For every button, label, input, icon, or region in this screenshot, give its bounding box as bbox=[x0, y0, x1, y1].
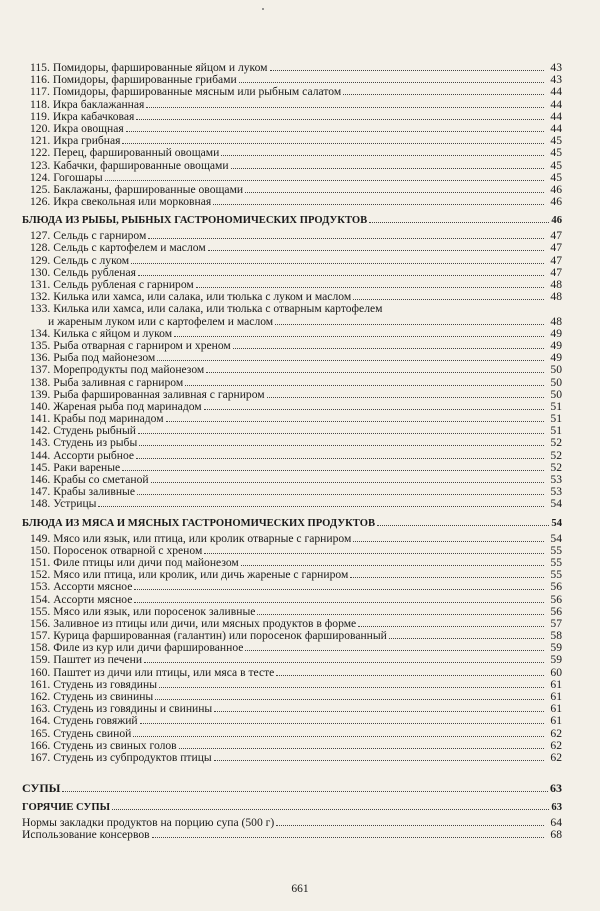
entry-title: Филе из кур или дичи фаршированное bbox=[53, 641, 244, 655]
section-page: 54 bbox=[551, 517, 562, 529]
entry-title: Рыба фаршированная заливная с гарниром bbox=[53, 387, 265, 401]
entry-title: Устрицы bbox=[53, 497, 97, 511]
entry-page: 48 bbox=[550, 278, 562, 291]
entry-title: Килька с яйцом и луком bbox=[53, 326, 173, 340]
dot-leader bbox=[208, 242, 544, 251]
entry-number: 126. bbox=[30, 195, 51, 209]
entry-page: 45 bbox=[550, 146, 562, 160]
entry-number: 127. bbox=[30, 229, 51, 243]
dot-leader bbox=[157, 352, 544, 361]
dot-leader bbox=[155, 691, 544, 700]
entry-title: Студень из свиных голов bbox=[53, 738, 177, 752]
entry-title: Сельдь рубленая bbox=[53, 265, 136, 279]
entry-number: 132. bbox=[30, 290, 51, 304]
entry-number: 130. bbox=[30, 265, 51, 279]
entry-number: 163. bbox=[30, 702, 51, 716]
dot-leader bbox=[241, 557, 544, 566]
entry-page: 53 bbox=[550, 473, 562, 486]
dot-leader bbox=[98, 498, 544, 507]
entry-page: 60 bbox=[550, 665, 562, 679]
entry-title: Перец, фаршированный овощами bbox=[53, 146, 220, 160]
entry-number: 154. bbox=[30, 592, 51, 606]
entry-title: Рыба под майонезом bbox=[53, 351, 156, 365]
entry-title: Икра свекольная или морковная bbox=[53, 195, 212, 209]
entry-title: Паштет из дичи или птицы, или мяса в тесте bbox=[53, 665, 275, 679]
entry-number: 153. bbox=[30, 580, 51, 594]
entry-title: Поросенок отварной с хреном bbox=[53, 543, 203, 557]
entry-page: 49 bbox=[550, 338, 562, 352]
entry-number: 131. bbox=[30, 278, 51, 291]
entry-page: 44 bbox=[550, 85, 562, 99]
entry-number: 118. bbox=[30, 97, 50, 111]
dot-leader bbox=[276, 667, 544, 676]
dot-leader bbox=[112, 801, 549, 810]
dot-leader bbox=[276, 817, 544, 826]
entry-page: 45 bbox=[550, 158, 562, 172]
section-header bbox=[22, 214, 562, 227]
dot-leader bbox=[257, 606, 544, 615]
entry-title: Крабы под маринадом bbox=[53, 412, 164, 426]
entry-page: 53 bbox=[550, 485, 562, 499]
entry-title: и жареным луком или с картофелем и маслом bbox=[48, 314, 274, 328]
entry-title: Нормы закладки продуктов на порцию супа (500 г) bbox=[22, 816, 275, 830]
dot-leader bbox=[136, 111, 544, 120]
entry-page: 57 bbox=[550, 616, 562, 630]
entry-title: Паштет из печени bbox=[53, 653, 143, 667]
entry-title: Крабы заливные bbox=[53, 485, 135, 499]
entry-page: 52 bbox=[550, 460, 562, 474]
entry-title: Студень из рыбы bbox=[53, 436, 138, 450]
entry-number: 116. bbox=[30, 73, 50, 87]
dot-leader bbox=[239, 74, 544, 83]
toc-entry bbox=[22, 450, 562, 462]
entry-number: 148. bbox=[30, 497, 51, 511]
dot-leader bbox=[126, 123, 544, 132]
entry-page: 45 bbox=[550, 170, 562, 184]
entry-page: 54 bbox=[550, 531, 562, 545]
entry-number: 117. bbox=[30, 85, 50, 99]
dot-leader bbox=[358, 618, 544, 627]
dot-leader bbox=[350, 569, 544, 578]
entry-number: 145. bbox=[30, 460, 51, 474]
dot-leader bbox=[174, 328, 544, 337]
entry-number: 125. bbox=[30, 182, 51, 196]
entry-page: 61 bbox=[550, 702, 562, 716]
toc-entry bbox=[22, 715, 562, 727]
toc-entry bbox=[22, 654, 562, 666]
section-title: БЛЮДА ИЗ МЯСА И МЯСНЫХ ГАСТРОНОМИЧЕСКИХ ПРОДУКТОВ bbox=[22, 517, 376, 529]
entry-page: 54 bbox=[550, 497, 562, 511]
dot-leader bbox=[122, 135, 544, 144]
entry-title: Ассорти мясное bbox=[53, 592, 133, 606]
dot-leader bbox=[152, 829, 544, 838]
entry-page: 51 bbox=[550, 399, 562, 413]
entry-number: 119. bbox=[30, 109, 50, 123]
dot-leader bbox=[377, 517, 549, 526]
entry-page: 48 bbox=[550, 290, 562, 304]
entry-number: 151. bbox=[30, 555, 51, 569]
dot-leader bbox=[122, 462, 544, 471]
dot-leader bbox=[144, 654, 544, 663]
entry-title: Сельдь рубленая с гарниром bbox=[53, 278, 194, 291]
entry-page: 62 bbox=[550, 738, 562, 752]
entry-title: Икра овощная bbox=[53, 121, 124, 135]
entry-number: 133. bbox=[30, 302, 51, 316]
subsection-header bbox=[22, 801, 562, 814]
toc-entry bbox=[22, 498, 562, 510]
entry-title: Икра кабачковая bbox=[52, 109, 135, 123]
entry-page: 46 bbox=[550, 182, 562, 196]
dot-leader bbox=[204, 545, 544, 554]
entry-title: Рыба заливная с гарниром bbox=[53, 375, 184, 389]
entry-title: Студень говяжий bbox=[53, 714, 138, 728]
entry-title: Филе птицы или дичи под майонезом bbox=[53, 555, 239, 569]
entry-number: 164. bbox=[30, 714, 51, 728]
entry-title: Ассорти мясное bbox=[53, 580, 133, 594]
entry-page: 50 bbox=[550, 363, 562, 377]
dot-leader bbox=[133, 728, 544, 737]
entry-title: Использование консервов bbox=[22, 828, 150, 842]
entry-title: Жареная рыба под маринадом bbox=[53, 399, 202, 413]
entry-number: 123. bbox=[30, 158, 51, 172]
page-number: 661 bbox=[291, 883, 309, 895]
entry-page: 58 bbox=[550, 629, 562, 643]
dot-leader bbox=[233, 340, 544, 349]
entry-number: 167. bbox=[30, 750, 51, 764]
dot-leader bbox=[159, 679, 544, 688]
entry-title: Помидоры, фаршированные яйцом и луком bbox=[52, 61, 268, 74]
entry-number: 139. bbox=[30, 387, 51, 401]
entry-number: 149. bbox=[30, 531, 51, 545]
entry-page: 59 bbox=[550, 653, 562, 667]
entry-page: 44 bbox=[550, 121, 562, 135]
dot-leader bbox=[134, 581, 544, 590]
entry-title: Ассорти рыбное bbox=[53, 448, 135, 462]
entry-title: Рыба отварная с гарниром и хреном bbox=[53, 338, 231, 352]
entry-title: Баклажаны, фаршированные овощами bbox=[53, 182, 244, 196]
toc-entry bbox=[22, 533, 562, 545]
entry-number: 157. bbox=[30, 629, 51, 643]
entry-page: 55 bbox=[550, 543, 562, 557]
entry-page: 56 bbox=[550, 592, 562, 606]
entry-number: 136. bbox=[30, 351, 51, 365]
entry-page: 45 bbox=[550, 134, 562, 148]
dot-leader bbox=[267, 389, 544, 398]
entry-title: Мясо или язык, или птица, или кролик отварные с гарниром bbox=[53, 531, 352, 545]
toc-entry bbox=[22, 667, 562, 679]
entry-number: 124. bbox=[30, 170, 51, 184]
toc-entry bbox=[22, 99, 562, 111]
entry-title: Помидоры, фаршированные грибами bbox=[52, 73, 237, 87]
entry-title: Студень свиной bbox=[53, 726, 132, 740]
entry-title: Заливное из птицы или дичи, или мясных продуктов в форме bbox=[53, 616, 357, 630]
entry-page: 64 bbox=[550, 816, 562, 830]
entry-title: Студень из говядины и свинины bbox=[53, 702, 213, 716]
entry-page: 62 bbox=[550, 726, 562, 740]
subsection-page: 63 bbox=[551, 802, 562, 814]
dot-leader bbox=[206, 364, 544, 373]
entry-page: 43 bbox=[550, 61, 562, 74]
subsection-title: ГОРЯЧИЕ СУПЫ bbox=[22, 802, 110, 814]
dot-leader bbox=[185, 377, 544, 386]
entry-number: 152. bbox=[30, 568, 51, 582]
entry-title: Килька или хамса, или салака, или тюлька с луком и маслом bbox=[53, 290, 352, 304]
entry-number: 120. bbox=[30, 121, 51, 135]
entry-page: 49 bbox=[550, 351, 562, 365]
toc-entry bbox=[22, 728, 562, 740]
entry-page: 51 bbox=[550, 412, 562, 426]
toc-entry bbox=[22, 581, 562, 593]
entry-title: Килька или хамса, или салака, или тюлька с отварным картофелем bbox=[53, 302, 383, 316]
dot-leader bbox=[166, 413, 544, 422]
dot-leader bbox=[389, 630, 544, 639]
entry-number: 140. bbox=[30, 399, 51, 413]
section-header bbox=[22, 517, 562, 530]
dot-leader bbox=[204, 401, 544, 410]
dot-leader bbox=[214, 703, 544, 712]
entry-title: Крабы со сметаной bbox=[53, 473, 149, 486]
dot-leader bbox=[214, 752, 544, 761]
toc-entry bbox=[22, 829, 562, 841]
scan-speck bbox=[262, 8, 264, 10]
entry-title: Икра грибная bbox=[53, 134, 121, 148]
entry-number: 159. bbox=[30, 653, 51, 667]
entry-number: 156. bbox=[30, 616, 51, 630]
entry-page: 50 bbox=[550, 387, 562, 401]
entry-number: 162. bbox=[30, 690, 51, 703]
entry-page: 47 bbox=[550, 265, 562, 279]
entry-page: 52 bbox=[550, 448, 562, 462]
dot-leader bbox=[139, 437, 544, 446]
entry-page: 62 bbox=[550, 750, 562, 764]
entry-number: 138. bbox=[30, 375, 51, 389]
entry-page: 48 bbox=[550, 314, 562, 328]
dot-leader bbox=[245, 184, 544, 193]
toc-entry bbox=[22, 594, 562, 606]
entry-number: 155. bbox=[30, 604, 51, 618]
entry-title: Студень из субпродуктов птицы bbox=[53, 750, 212, 764]
entry-number: 146. bbox=[30, 473, 51, 486]
entry-page: 50 bbox=[550, 375, 562, 389]
entry-page: 68 bbox=[550, 828, 562, 842]
entry-number: 128. bbox=[30, 241, 51, 255]
entry-title: Сельдь с гарниром bbox=[53, 229, 147, 243]
dot-leader bbox=[353, 291, 544, 300]
entry-title: Икра баклажанная bbox=[52, 97, 145, 111]
entry-page: 52 bbox=[550, 436, 562, 450]
entry-number: 129. bbox=[30, 253, 51, 267]
entry-number: 115. bbox=[30, 61, 50, 74]
entry-page: 51 bbox=[550, 424, 562, 438]
entry-number: 166. bbox=[30, 738, 51, 752]
entry-page: 47 bbox=[550, 253, 562, 267]
entry-number: 150. bbox=[30, 543, 51, 557]
entry-number: 137. bbox=[30, 363, 51, 377]
entry-number: 160. bbox=[30, 665, 51, 679]
dot-leader bbox=[148, 230, 544, 239]
entry-number: 144. bbox=[30, 448, 51, 462]
entry-page: 56 bbox=[550, 604, 562, 618]
chapter-header bbox=[22, 782, 562, 795]
entry-page: 61 bbox=[550, 677, 562, 691]
entry-number: 122. bbox=[30, 146, 51, 160]
entry-title: Сельдь с луком bbox=[53, 253, 130, 267]
entry-title: Студень из говядины bbox=[53, 677, 157, 691]
dot-leader bbox=[213, 196, 544, 205]
entry-number: 165. bbox=[30, 726, 51, 740]
entry-title: Студень рыбный bbox=[53, 424, 136, 438]
entry-title: Помидоры, фаршированные мясным или рыбным салатом bbox=[52, 85, 342, 99]
entry-title: Раки вареные bbox=[53, 460, 121, 474]
entry-page: 44 bbox=[550, 109, 562, 123]
entry-page: 59 bbox=[550, 641, 562, 655]
entry-page: 56 bbox=[550, 580, 562, 594]
entry-title: Гогошары bbox=[53, 170, 103, 184]
toc-entry bbox=[22, 303, 562, 315]
dot-leader bbox=[369, 214, 549, 223]
toc-entry bbox=[22, 242, 562, 254]
entry-number: 134. bbox=[30, 326, 51, 340]
entry-number: 135. bbox=[30, 338, 51, 352]
dot-leader bbox=[131, 255, 544, 264]
dot-leader bbox=[136, 450, 544, 459]
dot-leader bbox=[137, 486, 544, 495]
dot-leader bbox=[151, 474, 544, 483]
entry-title: Морепродукты под майонезом bbox=[53, 363, 205, 377]
dot-leader bbox=[231, 160, 544, 169]
toc-entry bbox=[22, 147, 562, 159]
entry-title: Курица фаршированная (галантин) или поросенок фаршированный bbox=[53, 629, 387, 643]
toc-entry bbox=[22, 486, 562, 498]
entry-title: Студень из свинины bbox=[53, 690, 154, 703]
dot-leader bbox=[138, 267, 544, 276]
entry-page: 61 bbox=[550, 714, 562, 728]
section-title: БЛЮДА ИЗ РЫБЫ, РЫБНЫХ ГАСТРОНОМИЧЕСКИХ ПРОДУКТОВ bbox=[22, 215, 368, 227]
dot-leader bbox=[138, 425, 544, 434]
entry-page: 46 bbox=[550, 195, 562, 209]
entry-number: 147. bbox=[30, 485, 51, 499]
entry-page: 55 bbox=[550, 555, 562, 569]
entry-page: 61 bbox=[550, 690, 562, 703]
dot-leader bbox=[196, 279, 544, 288]
entry-title: Кабачки, фаршированные овощами bbox=[53, 158, 229, 172]
dot-leader bbox=[245, 642, 544, 651]
dot-leader bbox=[134, 594, 544, 603]
entry-page: 47 bbox=[550, 241, 562, 255]
entry-number: 143. bbox=[30, 436, 51, 450]
dot-leader bbox=[275, 316, 544, 325]
chapter-title: СУПЫ bbox=[22, 781, 61, 796]
toc-entry bbox=[22, 316, 562, 328]
dot-leader bbox=[270, 62, 544, 71]
toc-entry bbox=[22, 196, 562, 208]
entry-number: 142. bbox=[30, 424, 51, 438]
dot-leader bbox=[221, 147, 544, 156]
chapter-page: 63 bbox=[550, 781, 562, 796]
toc-entry bbox=[22, 255, 562, 267]
toc-entry bbox=[22, 437, 562, 449]
toc-entry bbox=[22, 364, 562, 376]
toc-entry bbox=[22, 377, 562, 389]
entry-number: 121. bbox=[30, 134, 51, 148]
entry-title: Мясо или птица, или кролик, или дичь жареные с гарниром bbox=[53, 568, 349, 582]
dot-leader bbox=[179, 740, 544, 749]
section-page: 46 bbox=[551, 215, 562, 227]
entry-number: 158. bbox=[30, 641, 51, 655]
toc-entry bbox=[22, 160, 562, 172]
entry-page: 55 bbox=[550, 568, 562, 582]
entry-page: 47 bbox=[550, 229, 562, 243]
toc-entry bbox=[22, 86, 562, 98]
dot-leader bbox=[140, 715, 544, 724]
entry-number: 161. bbox=[30, 677, 51, 691]
table-of-contents bbox=[22, 62, 562, 842]
dot-leader bbox=[353, 533, 544, 542]
entry-page: 49 bbox=[550, 326, 562, 340]
entry-number: 141. bbox=[30, 412, 51, 426]
dot-leader bbox=[146, 99, 544, 108]
dot-leader bbox=[105, 172, 544, 181]
entry-title: Мясо или язык, или поросенок заливные bbox=[53, 604, 256, 618]
toc-entry bbox=[22, 752, 562, 764]
dot-leader bbox=[62, 783, 548, 792]
entry-page: 43 bbox=[550, 73, 562, 87]
dot-leader bbox=[343, 86, 544, 95]
entry-page: 44 bbox=[550, 97, 562, 111]
entry-title: Сельдь с картофелем и маслом bbox=[53, 241, 206, 255]
